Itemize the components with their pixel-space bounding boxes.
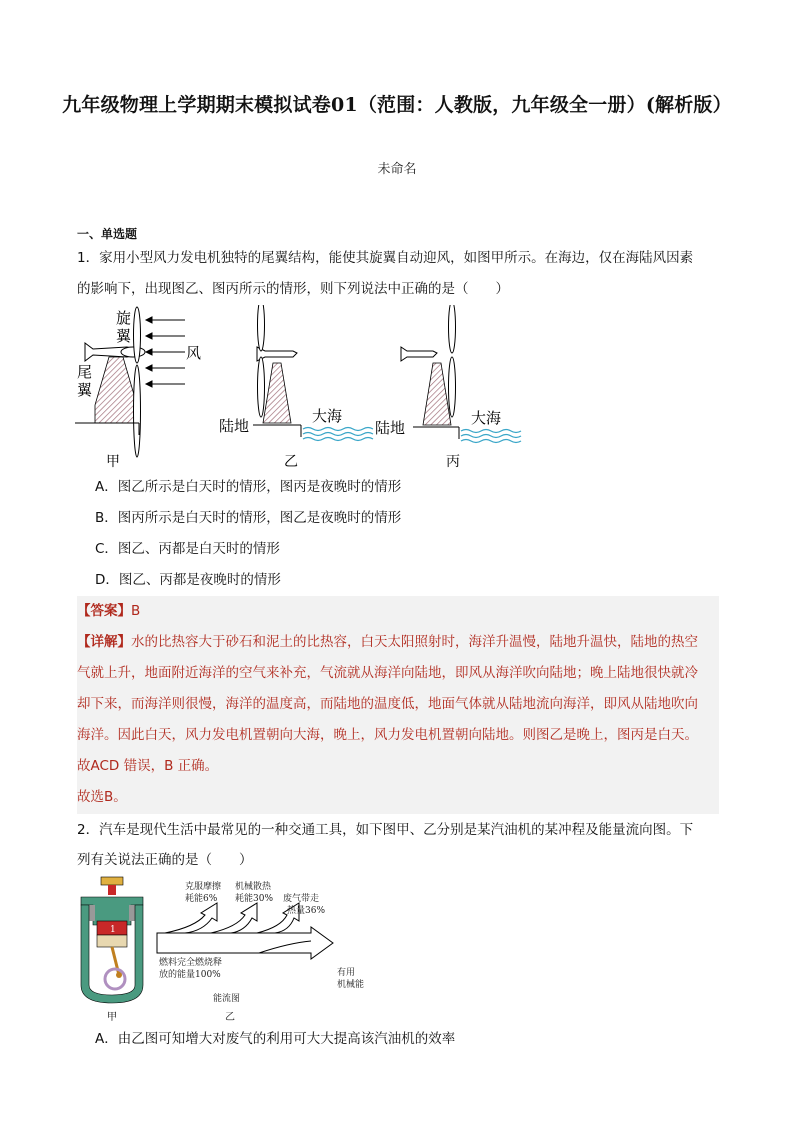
q1-detail-line2: 气就上升，地面附近海洋的空气来补充，气流就从海洋向陆地，即风从海洋吹向陆地；晚上陆地很快就冷 [77, 665, 698, 681]
q2-option-a[interactable]: A．由乙图可知增大对废气的利用可大大提高该汽油机的效率 [95, 1031, 456, 1047]
q1-detail-line3: 却下来，而海洋则很慢，海洋的温度高，而陆地的温度低，地面气体就从陆地流向海洋，即风从陆地吹向 [77, 696, 698, 712]
label-xuanyi-2: 翼 [116, 327, 132, 345]
q1-figure [75, 305, 525, 475]
energy-flow-label: 能流图 [213, 994, 241, 1004]
label-ludi-bing: 陆地 [375, 419, 406, 437]
caption-bing: 丙 [446, 454, 460, 470]
label-weiyi-1: 尾 [77, 363, 93, 381]
q1-detail-line6: 故选B。 [77, 789, 127, 805]
page-subtitle: 未命名 [377, 162, 417, 177]
fuel-label-2: 放的能量100% [159, 970, 221, 980]
answer-tag: 【答案】 [77, 603, 131, 619]
q1-stem-line2: 的影响下，出现图乙、图丙所示的情形，则下列说法中正确的是（ ） [77, 281, 509, 297]
useful-label-2: 机械能 [337, 980, 365, 990]
q1-detail-line4: 海洋。因此白天，风力发电机置朝向大海，晚上，风力发电机置朝向陆地。则图乙是晚上，图丙是白天。 [77, 727, 698, 743]
useful-label-1: 有用 [337, 968, 356, 978]
section-heading: 一、单选题 [77, 227, 138, 241]
q1-option-b[interactable]: B．图丙所示是白天时的情形，图乙是夜晚时的情形 [95, 510, 402, 526]
q1-stem-line1: 1．家用小型风力发电机独特的尾翼结构，能使其旋翼自动迎风，如图甲所示。在海边，仅在海陆风因素 [77, 250, 694, 266]
svg-text:1: 1 [110, 925, 116, 935]
caption-yi-2: 乙 [225, 1012, 235, 1023]
label-dahai-bing: 大海 [471, 409, 502, 427]
label-dahai-yi: 大海 [312, 407, 343, 425]
page-title: 九年级物理上学期期末模拟试卷01（范围：人教版，九年级全一册）(解析版） [62, 94, 732, 116]
turbine-yi [219, 305, 373, 470]
heat-label-1: 机械散热 [235, 882, 272, 892]
q1-answer [77, 596, 719, 627]
fuel-label-1: 燃料完全燃烧释 [159, 958, 223, 968]
q2-figure [75, 875, 405, 1023]
q1-option-c[interactable]: C．图乙、丙都是白天时的情形 [95, 541, 280, 557]
heat-label-2: 耗能30% [235, 894, 274, 904]
detail-tag: 【详解】 [77, 634, 131, 650]
label-feng: 风 [186, 344, 202, 362]
detail-text-1: 水的比热容大于砂石和泥土的比热容，白天太阳照射时，海洋升温慢，陆地升温快，陆地的热空 [131, 634, 698, 650]
q1-detail-line5: 故ACD 错误，B 正确。 [77, 758, 219, 774]
turbine-bing [375, 305, 521, 470]
q1-detail-line1 [77, 627, 719, 658]
label-ludi-yi: 陆地 [219, 417, 250, 435]
label-weiyi-2: 翼 [77, 381, 93, 399]
answer-value: B [131, 603, 141, 619]
q2-stem-line2: 列有关说法正确的是（ ） [77, 852, 253, 868]
exhaust-label-2: 热量36% [287, 906, 326, 916]
exhaust-label-1: 废气带走 [283, 894, 320, 904]
q1-option-d[interactable]: D．图乙、丙都是夜晚时的情形 [95, 572, 281, 588]
friction-label-2: 耗能6% [185, 894, 218, 904]
q1-option-a[interactable]: A．图乙所示是白天时的情形，图丙是夜晚时的情形 [95, 479, 402, 495]
q2-stem-line1: 2．汽车是现代生活中最常见的一种交通工具，如下图甲、乙分别是某汽油机的某冲程及能量流向图。下 [77, 822, 694, 838]
friction-label-1: 克服摩擦 [185, 882, 222, 892]
turbine-jia [75, 307, 201, 470]
label-xuanyi-1: 旋 [116, 309, 132, 327]
engine-diagram [81, 877, 143, 1023]
caption-jia-2: 甲 [107, 1012, 117, 1023]
caption-jia: 甲 [106, 454, 120, 470]
caption-yi: 乙 [284, 454, 298, 470]
